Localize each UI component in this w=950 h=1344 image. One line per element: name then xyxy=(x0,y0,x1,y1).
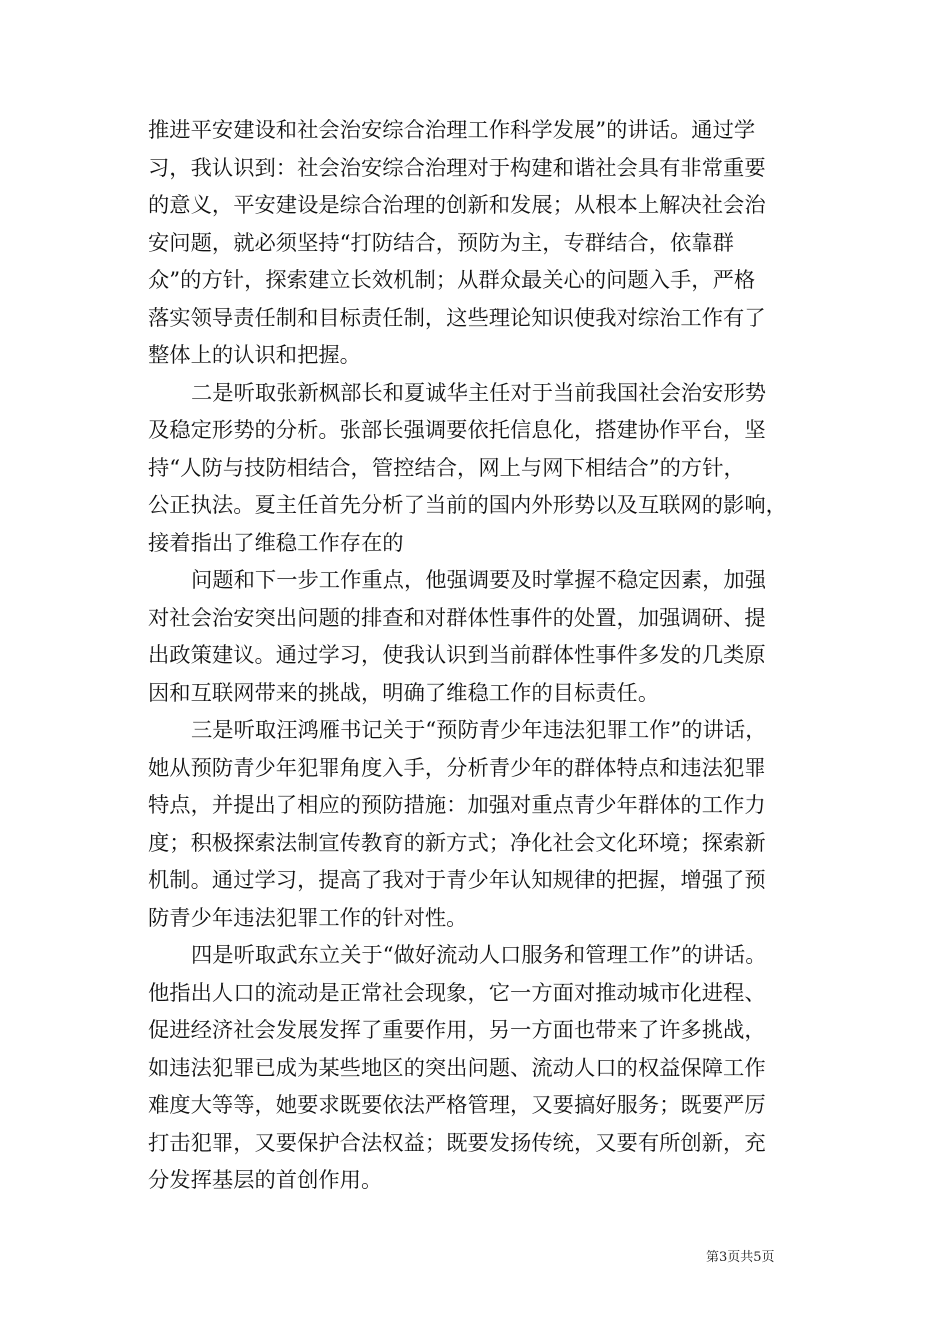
text-line: 整体上的认识和把握。 xyxy=(148,343,361,368)
paragraph xyxy=(148,712,818,937)
text-line: 分发挥基层的首创作用。 xyxy=(148,1168,383,1193)
text-line: 因和互联网带来的挑战，明确了维稳工作的目标责任。 xyxy=(148,680,660,706)
text-line: 促进经济社会发展发挥了重要作用，另一方面也带来了许多挑战， xyxy=(148,1018,766,1043)
paragraph xyxy=(148,375,818,563)
text-line: 习，我认识到：社会治安综合治理对于构建和谐社会具有非常重要 xyxy=(148,155,766,181)
text-line: 三是听取汪鸿雁书记关于“预防青少年违法犯罪工作”的讲话， xyxy=(191,718,767,743)
text-line: 特点，并提出了相应的预防措施：加强对重点青少年群体的工作力 xyxy=(148,793,766,818)
text-line: 对社会治安突出问题的排查和对群体性事件的处置，加强调研、提 xyxy=(148,605,766,631)
text-line: 问题和下一步工作重点，他强调要及时掌握不稳定因素，加强 xyxy=(191,568,767,593)
text-line: 的意义，平安建设是综合治理的创新和发展；从根本上解决社会治 xyxy=(148,193,766,218)
text-line: 众”的方针，探索建立长效机制；从群众最关心的问题入手，严格 xyxy=(148,268,756,293)
text-line: 二是听取张新枫部长和夏诚华主任对于当前我国社会治安形势 xyxy=(191,380,767,406)
text-line: 如违法犯罪已成为某些地区的突出问题、流动人口的权益保障工作 xyxy=(148,1055,766,1081)
text-line: 四是听取武东立关于“做好流动人口服务和管理工作”的讲话。 xyxy=(191,943,767,968)
page-number: 第3页共5页 xyxy=(706,1250,775,1265)
text-line: 难度大等等，她要求既要依法严格管理，又要搞好服务；既要严厉 xyxy=(148,1093,766,1118)
text-line: 公正执法。夏主任首先分析了当前的国内外形势以及互联网的影响， xyxy=(148,493,787,518)
paragraph xyxy=(148,112,818,375)
text-line: 接着指出了维稳工作存在的 xyxy=(148,530,404,556)
text-line: 机制。通过学习，提高了我对于青少年认知规律的把握，增强了预 xyxy=(148,868,766,893)
text-line: 安问题，就必须坚持“打防结合，预防为主，专群结合，依靠群 xyxy=(148,230,734,256)
text-line: 他指出人口的流动是正常社会现象，它一方面对推动城市化进程、 xyxy=(148,980,766,1006)
text-line: 打击犯罪，又要保护合法权益；既要发扬传统，又要有所创新，充 xyxy=(148,1130,766,1156)
text-line: 她从预防青少年犯罪角度入手，分析青少年的群体特点和违法犯罪 xyxy=(148,755,766,781)
paragraph xyxy=(148,937,818,1200)
text-line: 防青少年违法犯罪工作的针对性。 xyxy=(148,905,468,931)
paragraph xyxy=(148,562,818,712)
text-line: 持“人防与技防相结合，管控结合，网上与网下相结合”的方针， xyxy=(148,455,745,481)
text-line: 出政策建议。通过学习，使我认识到当前群体性事件多发的几类原 xyxy=(148,643,766,668)
text-line: 度；积极探索法制宣传教育的新方式；净化社会文化环境；探索新 xyxy=(148,830,766,856)
text-line: 及稳定形势的分析。张部长强调要依托信息化，搭建协作平台，坚 xyxy=(148,418,766,443)
text-line: 落实领导责任制和目标责任制，这些理论知识使我对综治工作有了 xyxy=(148,305,766,331)
document-body xyxy=(148,112,818,1200)
text-line: 推进平安建设和社会治安综合治理工作科学发展”的讲话。通过学 xyxy=(148,118,756,143)
